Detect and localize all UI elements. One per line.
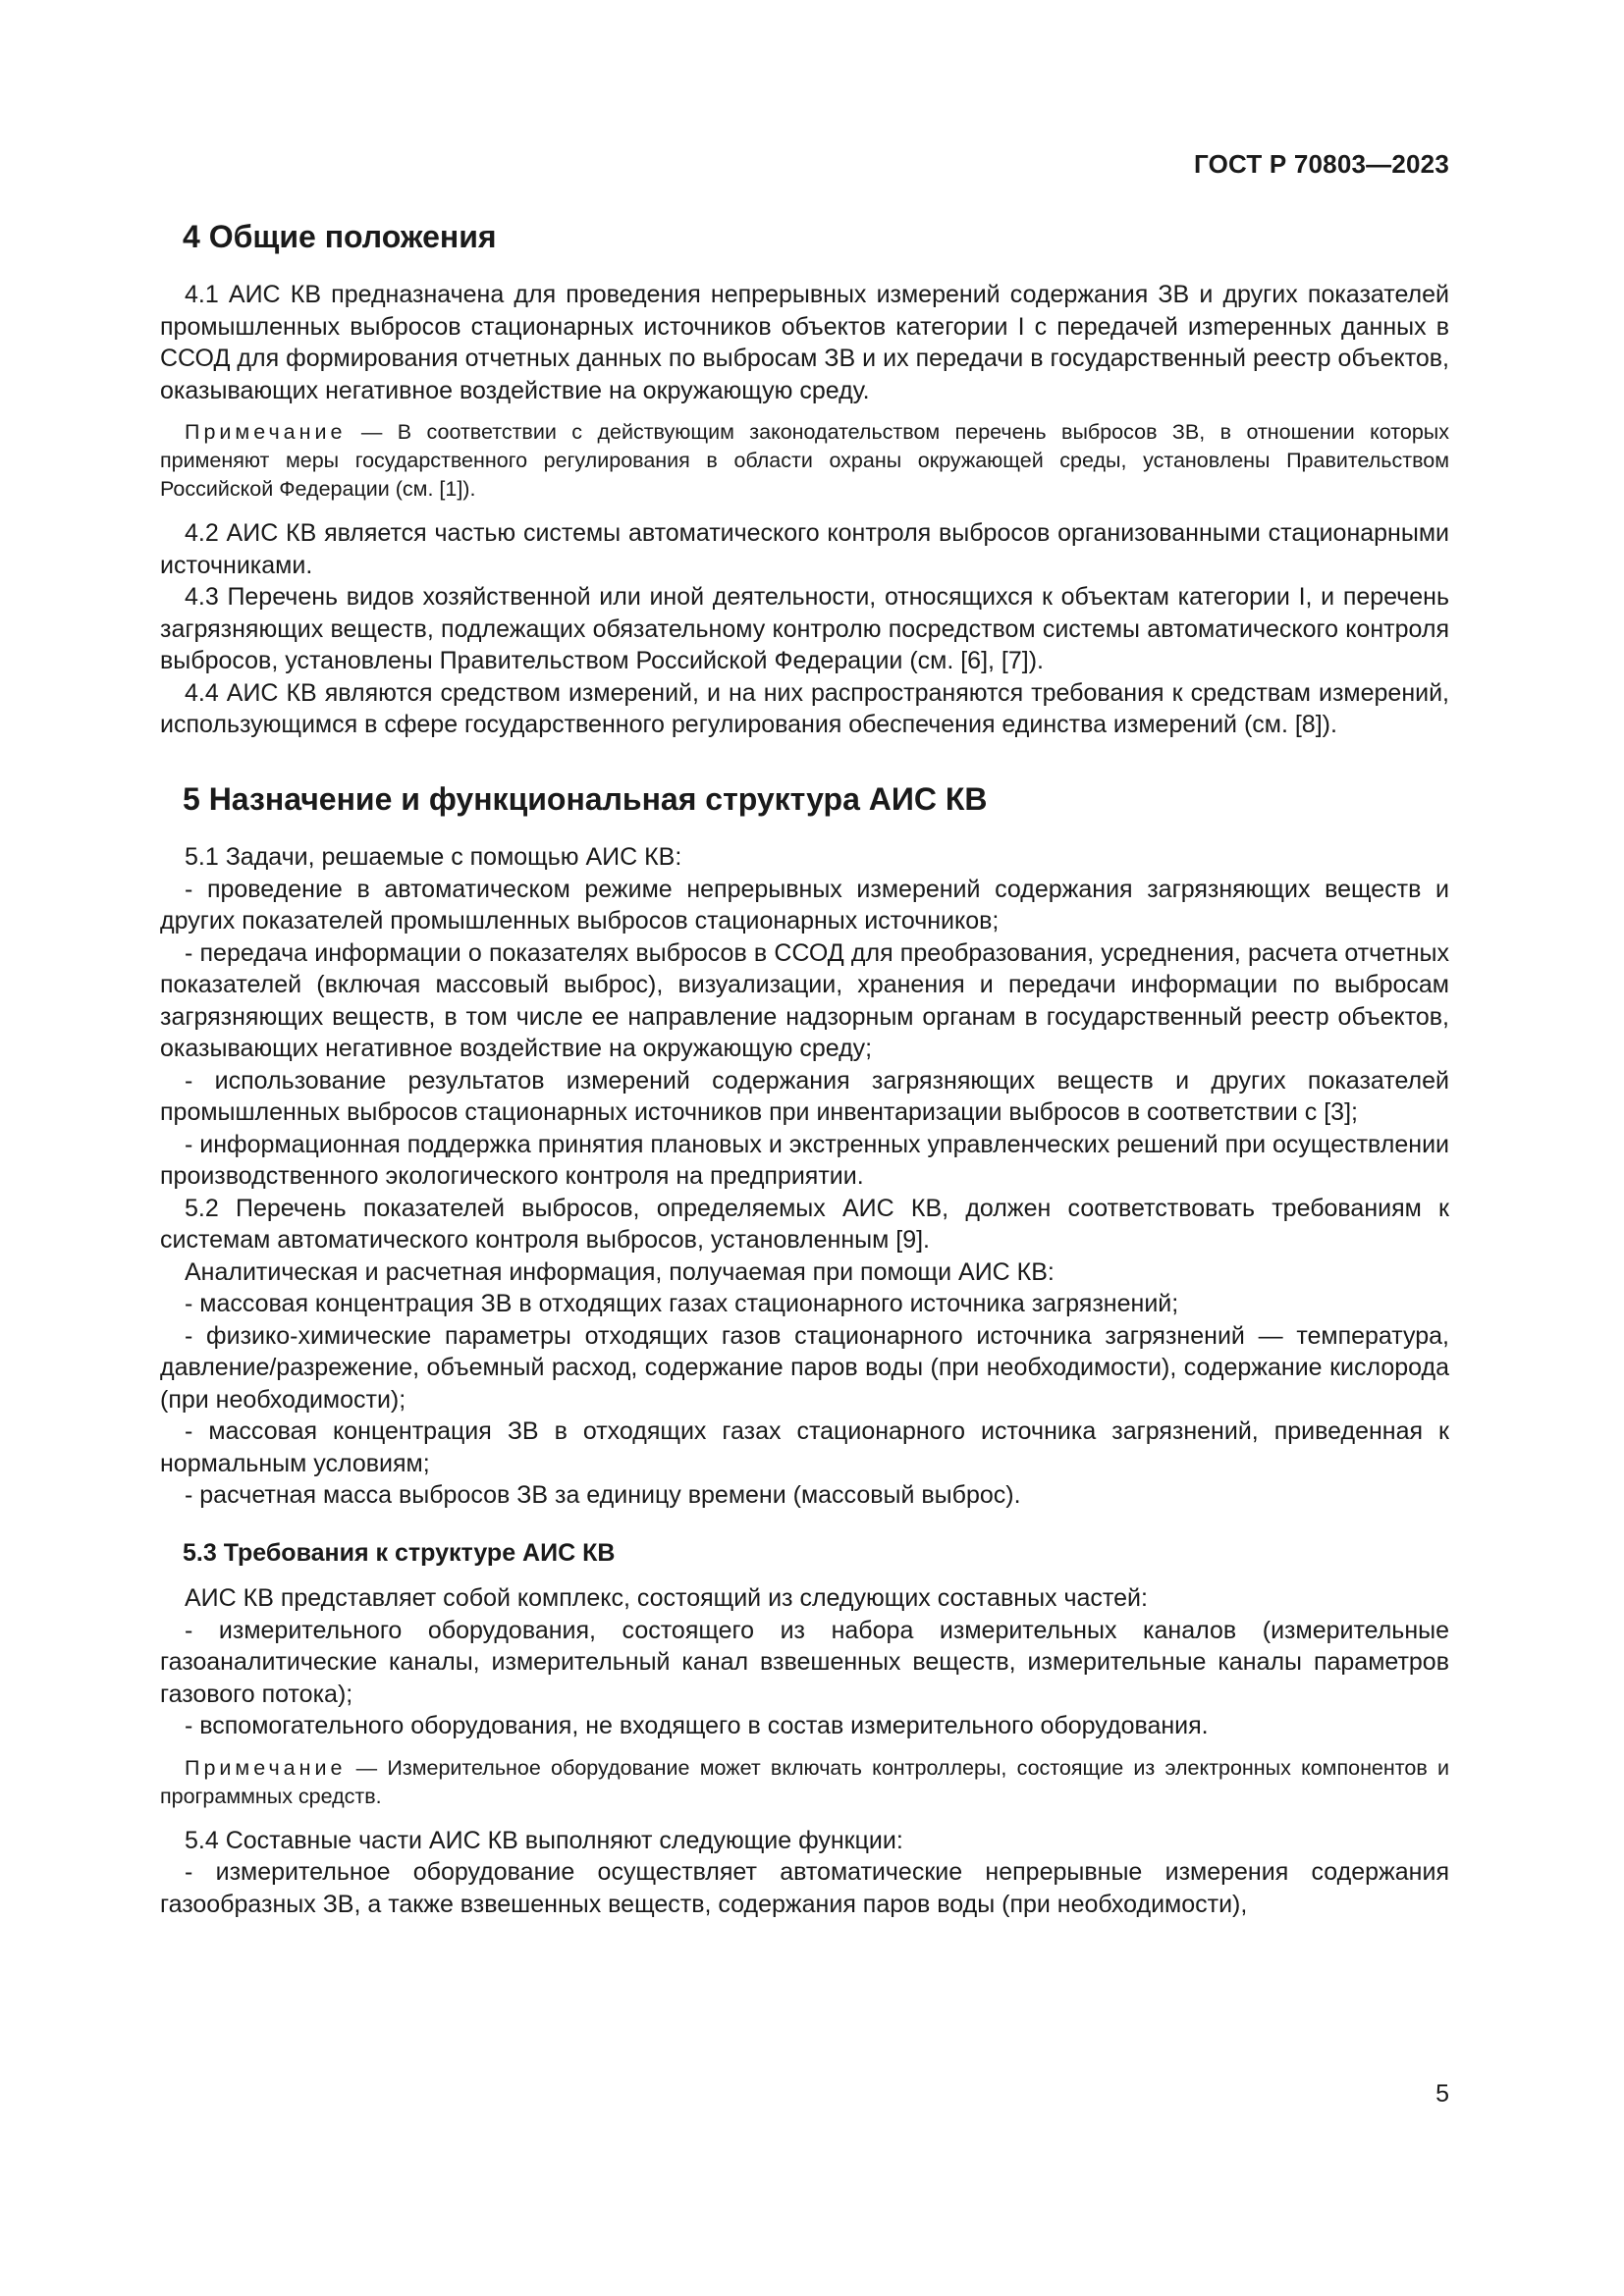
list-item: - проведение в автоматическом режиме непрерывных измерений содержания загрязняющих веществ и других показателей промышленных выбросов стационарных источников;	[160, 875, 1449, 935]
paragraph-4-3: 4.3 Перечень видов хозяйственной или иной деятельности, относящихся к объектам категории I, и перечень загрязняющих веществ, подлежащих обязательному контролю посредством системы автоматического контроля выбросов, установлены Правительством Российской Федерации (см. [6], [7]).	[160, 583, 1449, 675]
list-item: - информационная поддержка принятия плановых и экстренных управленческих решений при осуществлении производственного экологического контроля на предприятии.	[160, 1130, 1449, 1191]
paragraph-5-1: 5.1 Задачи, решаемые с помощью АИС КВ:	[185, 843, 682, 872]
note-text: — В соответствии с действующим законодательством перечень выбросов ЗВ, в отношении которых применяют меры государственного регулирования в области охраны окружающей среды, установлены Правительством Российской Федерации (см. [1]).	[160, 420, 1449, 502]
list-item: - измерительного оборудования, состоящего из набора измерительных каналов (измерительные газоаналитические каналы, измерительный канал взвешенных веществ, измерительные каналы параметров газового потока);	[160, 1616, 1449, 1708]
subsection-5-3-heading: 5.3 Требования к структуре АИС КВ	[183, 1538, 616, 1567]
paragraph-info-intro: Аналитическая и расчетная информация, получаемая при помощи АИС КВ:	[185, 1257, 1055, 1286]
list-item: - расчетная масса выбросов ЗВ за единицу времени (массовый выброс).	[185, 1481, 1021, 1510]
list-item: - использование результатов измерений содержания загрязняющих веществ и других показателей промышленных выбросов стационарных источников при инвентаризации выбросов в соответствии с [3];	[160, 1066, 1449, 1127]
paragraph-4-1: 4.1 АИС КВ предназначена для проведения непрерывных измерений содержания ЗВ и других показателей промышленных выбросов стационарных источников объектов категории I с передачей изmеренных данных в ССОД для формирования отчетных данных по выбросам ЗВ и их передачи в государственный реестр объектов, оказывающих негативное воздействие на окружающую среду.	[160, 281, 1449, 404]
paragraph-4-2: 4.2 АИС КВ является частью системы автоматического контроля выбросов организованными стационарными источниками.	[160, 519, 1449, 579]
page-content	[160, 218, 1449, 1920]
list-item: - передача информации о показателях выбросов в ССОД для преобразования, усреднения, расчета отчетных показателей (включая массовый выброс), визуализации, хранения и передачи информации по выбросам загрязняющих веществ, в том числе ее направление надзорным органам в государственный реестр объектов, оказывающих негативное воздействие на окружающую среду;	[160, 938, 1449, 1063]
list-item: - массовая концентрация ЗВ в отходящих газах стационарного источника загрязнений, приведенная к нормальным условиям;	[160, 1417, 1449, 1477]
note-label: Примечание	[185, 1755, 347, 1780]
paragraph-5-2: 5.2 Перечень показателей выбросов, определяемых АИС КВ, должен соответствовать требованиям к системам автоматического контроля выбросов, установленным [9].	[160, 1194, 1449, 1255]
list-item: - вспомогательного оборудования, не входящего в состав измерительного оборудования.	[185, 1712, 1209, 1740]
section-5-heading: 5 Назначение и функциональная структура АИС КВ	[183, 780, 988, 817]
note-text: — Измерительное оборудование может включать контроллеры, состоящие из электронных компонентов и программных средств.	[160, 1755, 1449, 1808]
note-label: Примечание	[185, 420, 347, 445]
paragraph-4-4: 4.4 АИС КВ являются средством измерений, и на них распространяются требования к средствам измерений, использующимся в сфере государственного регулирования обеспечения единства измерений (см. [8]).	[160, 678, 1449, 739]
page-number: 5	[1435, 2080, 1449, 2108]
paragraph-5-4: 5.4 Составные части АИС КВ выполняют следующие функции:	[185, 1826, 903, 1854]
list-item: - физико-химические параметры отходящих газов стационарного источника загрязнений — температура, давление/разрежение, объемный расход, содержание паров воды (при необходимости), содержание кислорода (при необходимости);	[160, 1321, 1449, 1414]
list-item: - измерительное оборудование осуществляет автоматические непрерывные измерения содержания газообразных ЗВ, а также взвешенных веществ, содержания паров воды (при необходимости),	[160, 1858, 1449, 1918]
list-item: - массовая концентрация ЗВ в отходящих газах стационарного источника загрязнений;	[185, 1290, 1179, 1318]
note-4-1	[160, 418, 1449, 504]
note-5-3	[160, 1754, 1449, 1811]
paragraph-5-3-intro: АИС КВ представляет собой комплекс, состоящий из следующих составных частей:	[185, 1584, 1148, 1613]
section-4-heading: 4 Общие положения	[183, 219, 497, 254]
standard-designation: ГОСТ Р 70803—2023	[1194, 149, 1449, 179]
